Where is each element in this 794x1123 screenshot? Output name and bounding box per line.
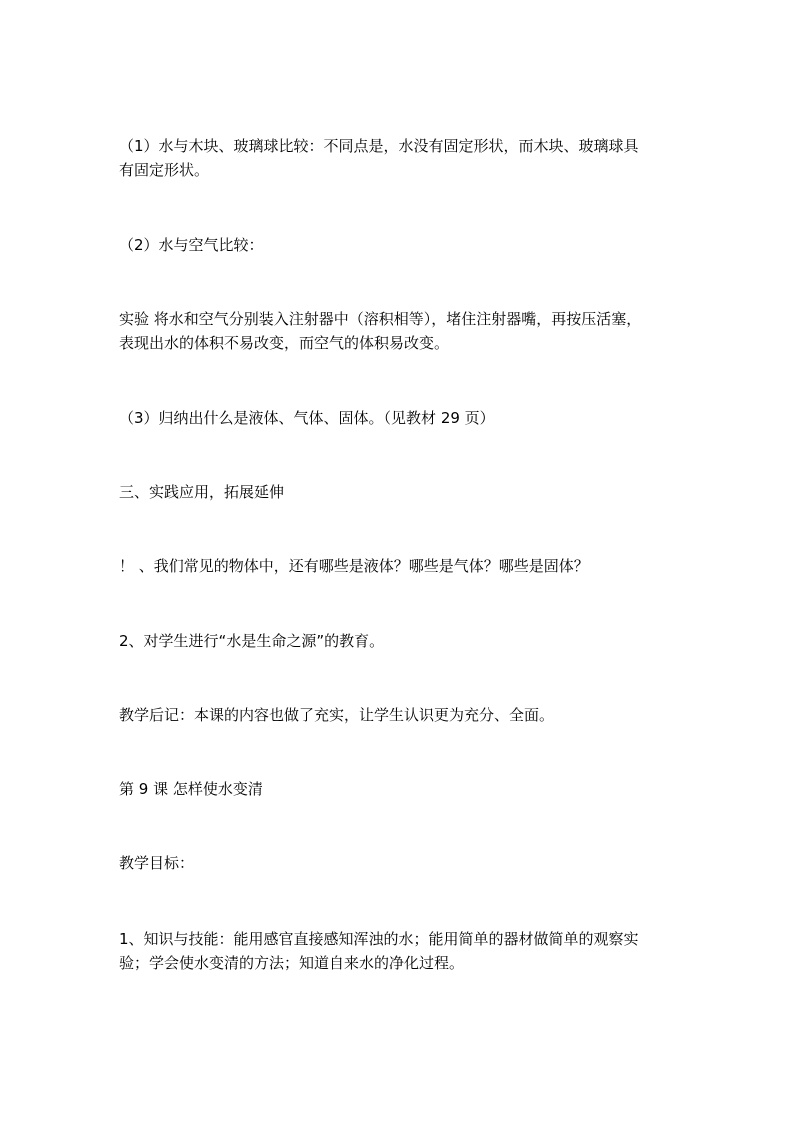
paragraph-water-vs-solids xyxy=(119,134,679,182)
paragraph-question xyxy=(119,554,679,578)
lesson-title xyxy=(119,777,679,801)
paragraph-line: 教学目标： xyxy=(119,854,195,872)
section-heading-practice xyxy=(119,480,679,504)
paragraph-teaching-notes xyxy=(119,703,679,727)
paragraph-line: 三、实践应用，拓展延伸 xyxy=(119,483,285,501)
paragraph-experiment xyxy=(119,307,679,355)
paragraph-summary xyxy=(119,406,679,430)
paragraph-line: ！ 、我们常见的物体中，还有哪些是液体？哪些是气体？哪些是固体？ xyxy=(119,557,589,575)
paragraph-line: （2）水与空气比较： xyxy=(119,236,264,254)
paragraph-line: 有固定形状。 xyxy=(119,161,210,179)
paragraph-line: 第 9 课 怎样使水变清 xyxy=(119,780,263,798)
paragraph-line: 实验 将水和空气分别装入注射器中（溶积相等），堵住注射器嘴，再按压活塞， xyxy=(119,310,642,328)
paragraph-line: （1）水与木块、玻璃球比较：不同点是，水没有固定形状，而木块、玻璃球具 xyxy=(119,137,639,155)
paragraph-line: 教学后记：本课的内容也做了充实，让学生认识更为充分、全面。 xyxy=(119,706,555,724)
paragraph-water-vs-air xyxy=(119,233,679,257)
paragraph-line: 1、知识与技能：能用感官直接感知浑浊的水；能用简单的器材做简单的观察实 xyxy=(119,930,639,948)
paragraph-knowledge-skills xyxy=(119,927,679,975)
paragraph-line: 表现出水的体积不易改变，而空气的体积易改变。 xyxy=(119,334,450,352)
paragraph-line: 验；学会使水变清的方法；知道自来水的净化过程。 xyxy=(119,954,465,972)
paragraph-education xyxy=(119,629,679,653)
paragraph-line: （3）归纳出什么是液体、气体、固体。（见教材 29 页） xyxy=(119,409,495,427)
paragraph-teaching-goals xyxy=(119,851,679,875)
paragraph-line: 2、对学生进行“水是生命之源”的教育。 xyxy=(119,632,385,650)
